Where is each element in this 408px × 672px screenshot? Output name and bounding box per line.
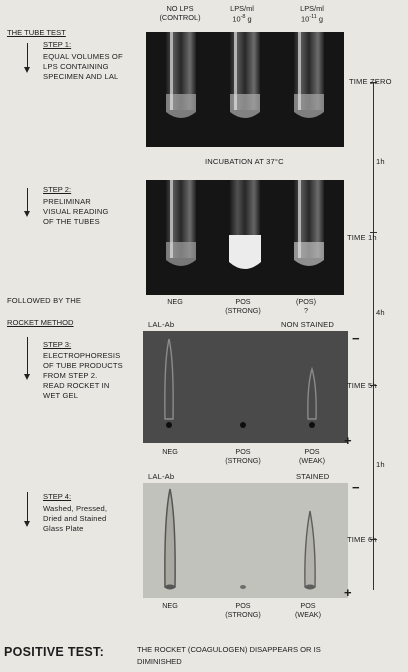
- concentration-base: 10: [301, 14, 310, 24]
- step1-arrow: [27, 43, 28, 68]
- plate2-plus-sign: +: [344, 585, 352, 600]
- plate2-reading-pos-strong: POS (STRONG): [225, 601, 261, 619]
- column-header-line2: [212, 13, 272, 23]
- plate2-minus-sign: −: [352, 480, 360, 495]
- column-header-line1: LPS/ml: [230, 4, 254, 13]
- positive-test-line1: THE ROCKET (COAGULOGEN) DISAPPEARS OR IS: [137, 645, 321, 654]
- positive-test-line2: DIMINISHED: [137, 657, 182, 666]
- tubes-photo-time-zero: [146, 32, 344, 147]
- step4-arrow: [27, 492, 28, 522]
- step2-line: VISUAL READING: [43, 207, 109, 216]
- step2-line: OF THE TUBES: [43, 217, 100, 226]
- rocket-method-title: ROCKET METHOD: [7, 318, 74, 327]
- plate1-stain-label: NON STAINED: [281, 320, 334, 329]
- step3-line: FROM STEP 2.: [43, 371, 98, 380]
- plate2-antibody-label: LAL-Ab: [148, 472, 175, 481]
- positive-test-footer: [4, 643, 404, 661]
- stained-well-pos-strong: [240, 585, 246, 589]
- step3-line: READ ROCKET IN: [43, 381, 110, 390]
- concentration-unit: g: [316, 14, 323, 24]
- step1-line: LPS CONTAINING: [43, 62, 109, 71]
- gel-plate-stained: [143, 483, 348, 598]
- reading-pos-questionable: (POS) ?: [296, 297, 316, 315]
- section-title: THE TUBE TEST: [7, 28, 66, 37]
- reading-pos-strong: POS (STRONG): [225, 297, 261, 315]
- well-pos-strong: [240, 422, 246, 428]
- time-zero-label: TIME ZERO: [349, 77, 392, 86]
- plate2-reading-pos-weak: POS (WEAK): [295, 601, 321, 619]
- column-header-control: [150, 4, 210, 22]
- concentration-unit: g: [245, 14, 252, 24]
- plate1-antibody-label: LAL-Ab: [148, 320, 175, 329]
- step4-line: Dried and Stained: [43, 514, 107, 523]
- interval-4h-label: 4h: [376, 308, 385, 317]
- step3-title: STEP 3:: [43, 340, 72, 349]
- concentration-exponent: -8: [240, 14, 246, 20]
- step1-line: EQUAL VOLUMES OF: [43, 52, 123, 61]
- step3-arrow: [27, 337, 28, 375]
- plate1-plus-sign: +: [344, 433, 352, 448]
- plate1-reading-pos-strong: POS (STRONG): [225, 447, 261, 465]
- time-6h-label: TIME 6h: [347, 535, 377, 544]
- followed-by-label: FOLLOWED BY THE: [7, 296, 82, 305]
- plate1-reading-pos-weak: POS (WEAK): [299, 447, 325, 465]
- step1-line: SPECIMEN AND LAL: [43, 72, 119, 81]
- tube-lps-11: [294, 32, 324, 118]
- tube-control: [166, 32, 196, 118]
- plate2-stain-label: STAINED: [296, 472, 330, 481]
- step4-line: Glass Plate: [43, 524, 84, 533]
- incubation-label: INCUBATION AT 37°C: [205, 157, 284, 166]
- time-1h-label: TIME 1h: [347, 233, 377, 242]
- tubes-time-zero-illustration: [146, 32, 344, 147]
- column-header-line2: (CONTROL): [159, 13, 201, 22]
- step2-description: [43, 197, 109, 227]
- tube-lps-8: [230, 32, 260, 118]
- step3-line: ELECTROPHORESIS: [43, 351, 121, 360]
- gel-plate-wet: [143, 331, 348, 443]
- tube-neg: [166, 180, 196, 266]
- plate1-minus-sign: −: [352, 331, 360, 346]
- time-5h-label: TIME 5h: [347, 381, 377, 390]
- stained-gel-illustration: [143, 483, 348, 598]
- reading-neg: NEG: [167, 297, 183, 306]
- step2-title: STEP 2:: [43, 185, 72, 194]
- step3-line: OF TUBE PRODUCTS: [43, 361, 123, 370]
- tubes-time-1h-illustration: [146, 180, 344, 295]
- plate1-reading-neg: NEG: [162, 447, 178, 456]
- concentration-exponent: -11: [309, 14, 317, 20]
- step3-line: WET GEL: [43, 391, 79, 400]
- interval-1h-second-label: 1h: [376, 460, 385, 469]
- step4-description: [43, 504, 107, 534]
- step2-arrow: [27, 188, 28, 212]
- tube-pos-questionable: [294, 180, 324, 266]
- concentration-base: 10: [232, 14, 241, 24]
- column-header-lps-11: [282, 4, 342, 23]
- column-header-line1: LPS/ml: [300, 4, 324, 13]
- step2-line: PRELIMINAR: [43, 197, 91, 206]
- column-header-lps-8: [212, 4, 272, 23]
- interval-1h-label: 1h: [376, 157, 385, 166]
- wet-gel-illustration: [143, 331, 348, 443]
- tubes-photo-time-1h: [146, 180, 344, 295]
- step1-title: STEP 1:: [43, 40, 72, 49]
- timeline-axis: [373, 82, 374, 590]
- step3-description: [43, 351, 123, 401]
- step1-description: [43, 52, 123, 82]
- step4-title: STEP 4:: [43, 492, 72, 501]
- column-header-line2: [282, 13, 342, 23]
- column-header-line1: NO LPS: [166, 4, 194, 13]
- positive-test-colon: :: [99, 645, 105, 659]
- step4-line: Washed, Pressed,: [43, 504, 108, 513]
- plate2-reading-neg: NEG: [162, 601, 178, 610]
- tube-pos-strong: [229, 180, 261, 269]
- positive-test-title: POSITIVE TEST: [4, 645, 100, 659]
